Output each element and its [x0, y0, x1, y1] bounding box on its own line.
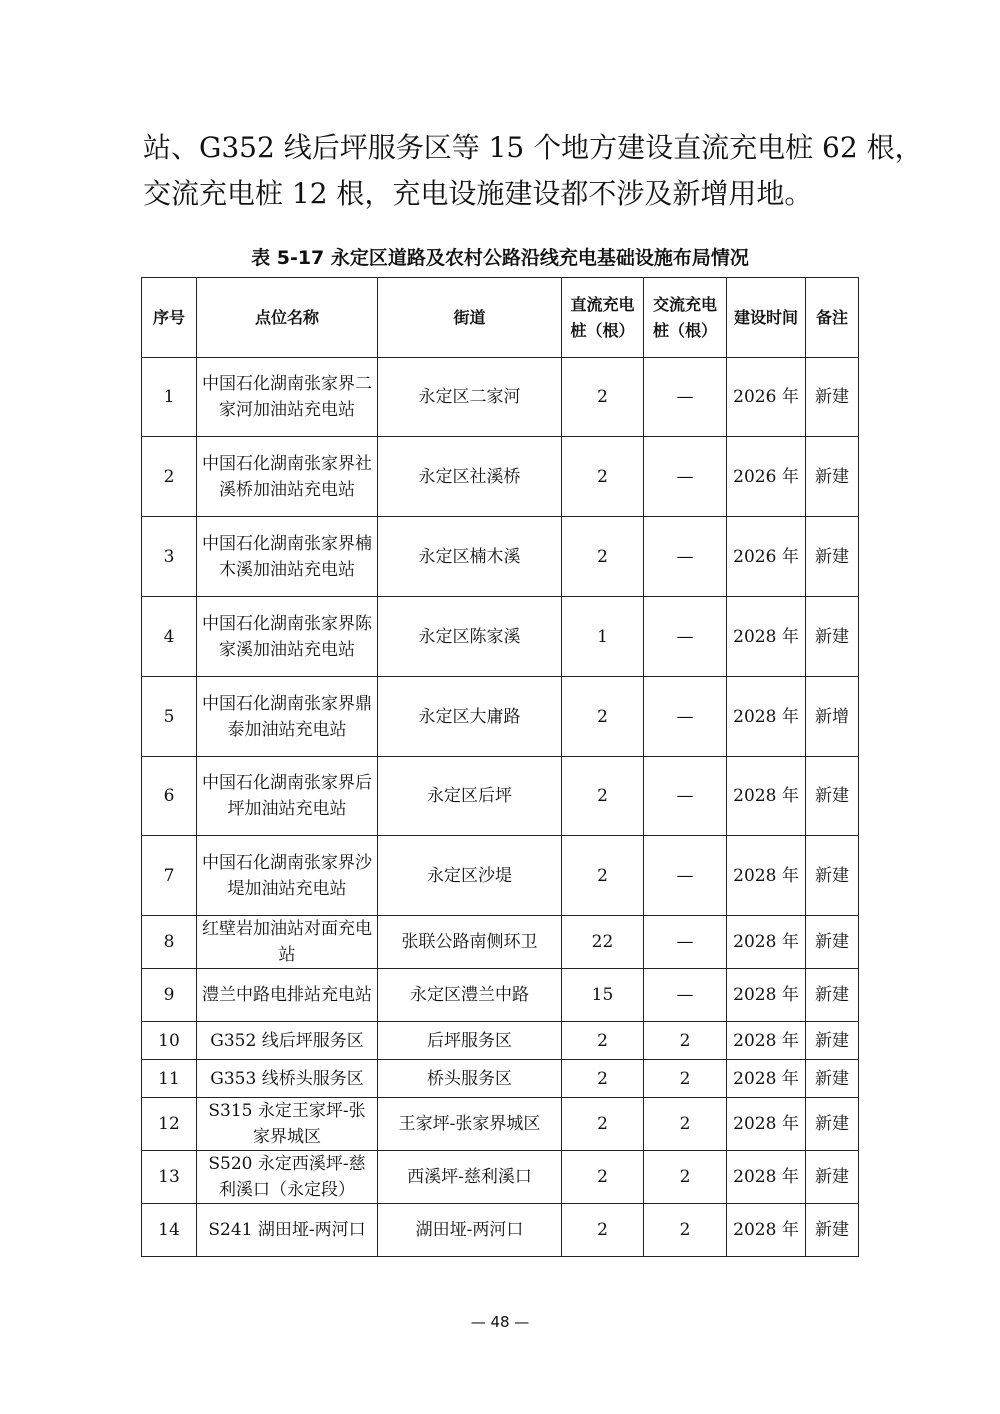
- cell-time: 2028 年: [727, 1204, 806, 1257]
- cell-dc: 2: [562, 1204, 644, 1257]
- cell-dc: 2: [562, 757, 644, 836]
- cell-time: 2028 年: [727, 677, 806, 757]
- cell-remark: 新增: [806, 677, 859, 757]
- cell-time: 2028 年: [727, 1022, 806, 1060]
- cell-time: 2028 年: [727, 597, 806, 677]
- cell-index: 12: [142, 1098, 197, 1151]
- cell-site-name: 澧兰中路电排站充电站: [197, 969, 378, 1022]
- cell-street: 后坪服务区: [378, 1022, 562, 1060]
- cell-dc: 1: [562, 597, 644, 677]
- cell-street: 永定区社溪桥: [378, 437, 562, 517]
- cell-time: 2028 年: [727, 969, 806, 1022]
- header-remark: 备注: [806, 278, 859, 358]
- header-build-time: 建设时间: [727, 278, 806, 358]
- table-row: [142, 757, 859, 836]
- cell-dc: 2: [562, 1022, 644, 1060]
- cell-remark: 新建: [806, 916, 859, 969]
- cell-site-name: S241 湖田垭-两河口: [197, 1204, 378, 1257]
- table-row: [142, 1204, 859, 1257]
- cell-index: 4: [142, 597, 197, 677]
- cell-site-name: 中国石化湖南张家界沙堤加油站充电站: [197, 836, 378, 916]
- cell-site-name: 中国石化湖南张家界二家河加油站充电站: [197, 358, 378, 437]
- cell-street: 永定区陈家溪: [378, 597, 562, 677]
- cell-street: 永定区沙堤: [378, 836, 562, 916]
- cell-dc: 2: [562, 358, 644, 437]
- cell-site-name: 中国石化湖南张家界社溪桥加油站充电站: [197, 437, 378, 517]
- cell-time: 2026 年: [727, 358, 806, 437]
- header-site-name: 点位名称: [197, 278, 378, 358]
- cell-remark: 新建: [806, 1151, 859, 1204]
- cell-site-name: G352 线后坪服务区: [197, 1022, 378, 1060]
- header-dc-chargers: 直流充电桩（根）: [562, 278, 644, 358]
- cell-street: 西溪坪-慈利溪口: [378, 1151, 562, 1204]
- table-row: [142, 1098, 859, 1151]
- cell-dc: 2: [562, 1060, 644, 1098]
- cell-remark: 新建: [806, 358, 859, 437]
- cell-site-name: 中国石化湖南张家界鼎泰加油站充电站: [197, 677, 378, 757]
- cell-time: 2028 年: [727, 916, 806, 969]
- cell-remark: 新建: [806, 517, 859, 597]
- cell-ac: —: [644, 836, 727, 916]
- table-header-row: [142, 278, 859, 358]
- cell-index: 3: [142, 517, 197, 597]
- cell-ac: 2: [644, 1204, 727, 1257]
- cell-time: 2028 年: [727, 757, 806, 836]
- cell-remark: 新建: [806, 1060, 859, 1098]
- cell-ac: —: [644, 969, 727, 1022]
- cell-street: 王家坪-张家界城区: [378, 1098, 562, 1151]
- cell-index: 7: [142, 836, 197, 916]
- cell-time: 2028 年: [727, 836, 806, 916]
- cell-index: 5: [142, 677, 197, 757]
- paragraph-text: 站、G352 线后坪服务区等 15 个地方建设直流充电桩 62 根，: [143, 131, 923, 164]
- cell-street: 永定区楠木溪: [378, 517, 562, 597]
- cell-dc: 2: [562, 1151, 644, 1204]
- cell-ac: —: [644, 437, 727, 517]
- cell-index: 6: [142, 757, 197, 836]
- cell-time: 2028 年: [727, 1098, 806, 1151]
- cell-dc: 2: [562, 517, 644, 597]
- cell-ac: —: [644, 916, 727, 969]
- cell-street: 永定区澧兰中路: [378, 969, 562, 1022]
- cell-street: 张联公路南侧环卫: [378, 916, 562, 969]
- cell-time: 2026 年: [727, 517, 806, 597]
- header-street: 街道: [378, 278, 562, 358]
- cell-ac: —: [644, 517, 727, 597]
- table-row: [142, 969, 859, 1022]
- cell-remark: 新建: [806, 1098, 859, 1151]
- cell-index: 10: [142, 1022, 197, 1060]
- paragraph-text: 交流充电桩 12 根，充电设施建设都不涉及新增用地。: [143, 177, 813, 210]
- cell-remark: 新建: [806, 1022, 859, 1060]
- page-number: — 48 —: [470, 1313, 530, 1331]
- cell-index: 2: [142, 437, 197, 517]
- table-row: [142, 1022, 859, 1060]
- cell-time: 2028 年: [727, 1060, 806, 1098]
- table-row: [142, 836, 859, 916]
- body-paragraph-line-1: [143, 126, 923, 170]
- header-ac-chargers: 交流充电桩（根）: [644, 278, 727, 358]
- cell-dc: 2: [562, 836, 644, 916]
- cell-index: 11: [142, 1060, 197, 1098]
- cell-remark: 新建: [806, 836, 859, 916]
- cell-remark: 新建: [806, 597, 859, 677]
- cell-time: 2026 年: [727, 437, 806, 517]
- cell-street: 永定区大庸路: [378, 677, 562, 757]
- cell-site-name: 中国石化湖南张家界陈家溪加油站充电站: [197, 597, 378, 677]
- cell-index: 14: [142, 1204, 197, 1257]
- cell-ac: —: [644, 677, 727, 757]
- table-row: [142, 517, 859, 597]
- cell-remark: 新建: [806, 1204, 859, 1257]
- cell-time: 2028 年: [727, 1151, 806, 1204]
- cell-ac: 2: [644, 1022, 727, 1060]
- table-row: [142, 677, 859, 757]
- cell-dc: 2: [562, 677, 644, 757]
- cell-street: 永定区二家河: [378, 358, 562, 437]
- cell-index: 1: [142, 358, 197, 437]
- body-paragraph-line-2: [143, 172, 863, 216]
- table-row: [142, 1060, 859, 1098]
- table-row: [142, 358, 859, 437]
- charging-facilities-table: [141, 277, 859, 1257]
- cell-site-name: 红壁岩加油站对面充电站: [197, 916, 378, 969]
- cell-site-name: S520 永定西溪坪-慈利溪口（永定段）: [197, 1151, 378, 1204]
- table-row: [142, 1151, 859, 1204]
- cell-index: 8: [142, 916, 197, 969]
- cell-index: 13: [142, 1151, 197, 1204]
- cell-street: 桥头服务区: [378, 1060, 562, 1098]
- cell-remark: 新建: [806, 437, 859, 517]
- cell-dc: 2: [562, 1098, 644, 1151]
- cell-remark: 新建: [806, 757, 859, 836]
- cell-site-name: S315 永定王家坪-张家界城区: [197, 1098, 378, 1151]
- cell-ac: —: [644, 597, 727, 677]
- cell-site-name: G353 线桥头服务区: [197, 1060, 378, 1098]
- table-row: [142, 597, 859, 677]
- table-row: [142, 916, 859, 969]
- header-index: 序号: [142, 278, 197, 358]
- table-row: [142, 437, 859, 517]
- cell-dc: 15: [562, 969, 644, 1022]
- cell-ac: 2: [644, 1060, 727, 1098]
- cell-index: 9: [142, 969, 197, 1022]
- cell-street: 湖田垭-两河口: [378, 1204, 562, 1257]
- cell-ac: 2: [644, 1098, 727, 1151]
- cell-ac: 2: [644, 1151, 727, 1204]
- cell-ac: —: [644, 757, 727, 836]
- cell-remark: 新建: [806, 969, 859, 1022]
- cell-site-name: 中国石化湖南张家界后坪加油站充电站: [197, 757, 378, 836]
- cell-street: 永定区后坪: [378, 757, 562, 836]
- cell-site-name: 中国石化湖南张家界楠木溪加油站充电站: [197, 517, 378, 597]
- table-caption: 表 5-17 永定区道路及农村公路沿线充电基础设施布局情况: [251, 247, 749, 269]
- cell-dc: 2: [562, 437, 644, 517]
- cell-ac: —: [644, 358, 727, 437]
- cell-dc: 22: [562, 916, 644, 969]
